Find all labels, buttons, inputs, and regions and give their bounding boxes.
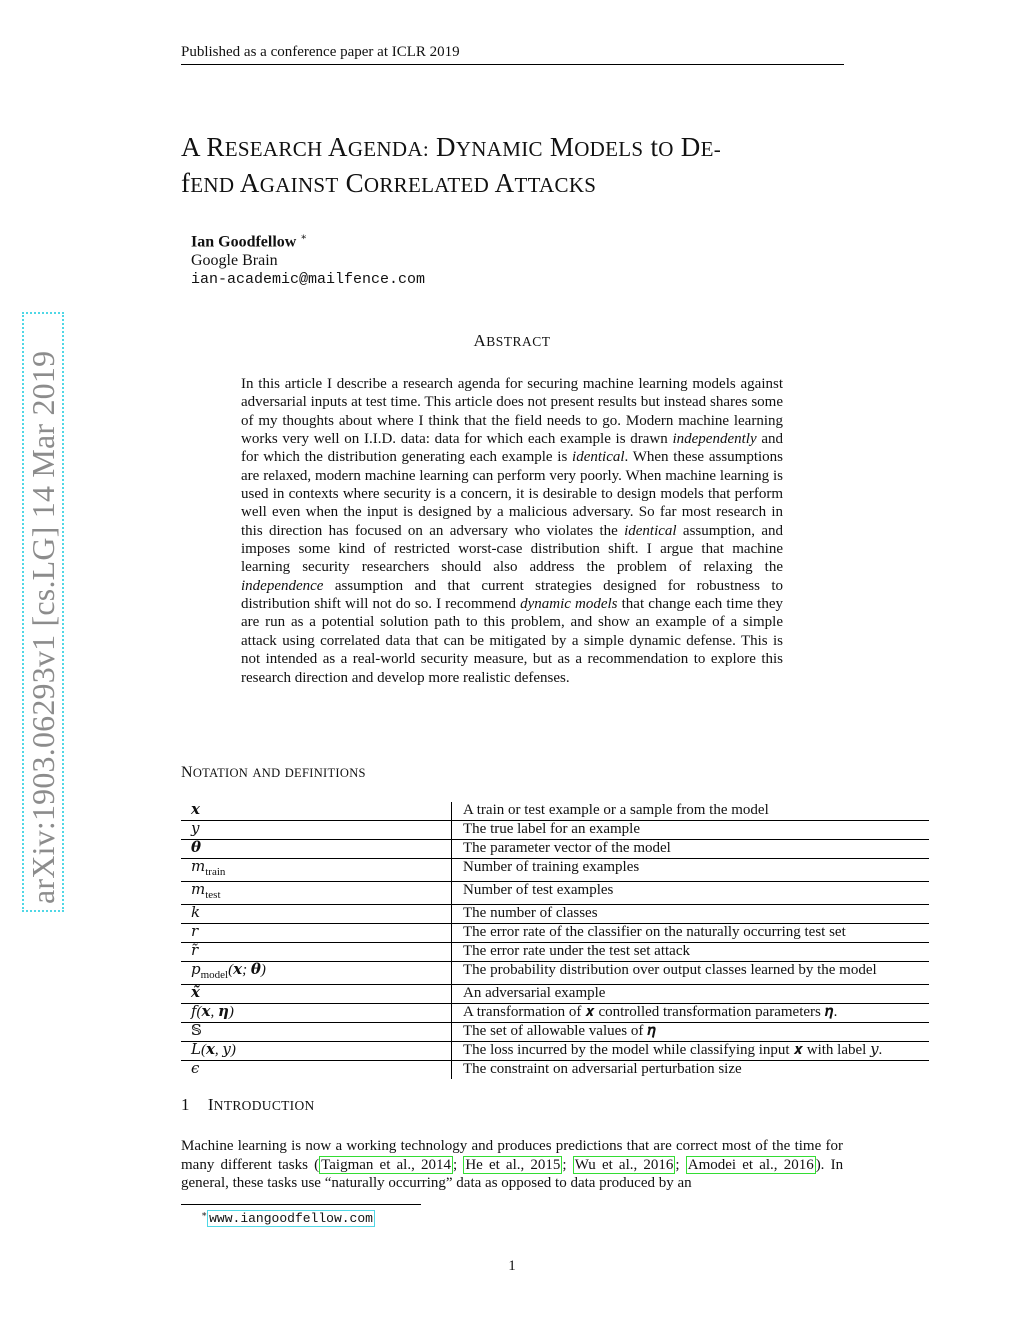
notation-symbol: 𝐿(𝒙, 𝑦) [181,1042,452,1061]
citation-link[interactable]: Taigman et al., 2014 [321,1156,451,1173]
notation-symbol: 𝒙 [181,802,452,821]
table-row [181,1042,929,1061]
introduction-text: Machine learning is now a working technology and produces predictions that are correct most of the time for many different tasks ( Taigman et al., 2014 ; He et al., 2015 ; Wu et al., 2016 ; Amodei et al., 2016 ). In general, these tasks use “naturally occurring” data as opposed to data produced by an [181,1138,844,1191]
table-row [181,1004,929,1023]
footnote-url-link[interactable]: www.iangoodfellow.com [209,1211,373,1227]
running-header: Published as a conference paper at ICLR 2019 [181,44,844,65]
notation-definition: Number of test examples [452,882,930,905]
notation-definition: The error rate under the test set attack [452,943,930,962]
table-row [181,859,929,882]
arxiv-stamp[interactable]: arXiv:1903.06293v1 [cs.LG] 14 Mar 2019 [22,312,64,912]
notation-definition: The true label for an example [452,821,930,840]
footnote-mark: ∗ [201,1209,208,1219]
table-row [181,924,929,943]
title-line-2: fEND AGAINST CORRELATED ATTACKS [181,168,597,198]
notation-symbol: 𝕊 [181,1023,452,1042]
citation-link[interactable]: Amodei et al., 2016 [687,1156,814,1173]
author-block [191,228,425,289]
notation-symbol: 𝑝$_{model}$(𝒙; 𝜽) [181,962,452,985]
table-row [181,882,929,905]
notation-symbol: 𝑚$_{train}$ [181,859,452,882]
author-name: Ian Goodfellow [191,233,297,251]
author-email[interactable]: ian-academic@mailfence.com [191,271,426,289]
author-affiliation: Google Brain [191,252,278,270]
notation-symbol: 𝜖 [181,1061,452,1080]
notation-definition: A transformation of 𝒙 controlled transformation parameters 𝜼. [452,1004,930,1023]
page-number: 1 [508,1258,516,1274]
table-row [181,905,929,924]
citation-link[interactable]: Wu et al., 2016 [574,1156,674,1173]
table-row [181,840,929,859]
table-row [181,985,929,1004]
notation-symbol: 𝑦 [181,821,452,840]
notation-symbol: 𝑘 [181,905,452,924]
section-number: 1 [181,1095,190,1114]
notation-definition: The constraint on adversarial perturbation size [463,1061,742,1077]
footnote [201,1209,375,1226]
notation-definition: The error rate of the classifier on the naturally occurring test set [452,924,930,943]
abstract-text: In this article I describe a research agenda for securing machine learning models against adversarial inputs at test time. This article does not present results but instead shares some of my thoughts about where I think that the field needs to go. Modern machine learning works very well on I.I.D. data: data for which each example is drawn independently and for which the distribution generating each example is identical. When these assumptions are relaxed, modern machine learning can perform very poorly. When machine learning is used in contexts where security is a concern, it is desirable to design models that perform well even when the input is designed by a malicious adversary. So far most research in this direction has focused on an adversary who violates the identical assumption, and imposes some kind of restricted worst-case distribution shift. I argue that machine learning security researchers should also address the problem of relaxing the independence assumption and that current strategies designed for robustness to distribution shift will not do so. I recommend dynamic models that change each time they are run as a potential solution path to this problem, and show an example of a simple attack using correlated data that can be mitigated by a simple dynamic defense. This is not intended as a real-world security measure, but as a recommendation to explore this research direction and develop more realistic defenses. [241,376,783,686]
section-title: INTRODUCTION [207,1095,315,1114]
notation-heading: NOTATION AND DEFINITIONS [181,764,366,781]
notation-symbol: 𝑟̃ [181,943,452,962]
notation-definition: An adversarial example [452,985,930,1004]
section-heading-introduction [181,1095,315,1115]
table-row [181,962,929,985]
table-row [181,821,929,840]
notation-definition: A train or test example or a sample from the model [452,802,930,821]
notation-symbol: 𝑓(𝒙, 𝜼) [181,1004,452,1023]
notation-table [181,802,929,1079]
title-line-1: A RESEARCH AGENDA: DYNAMIC MODELS tO DE- [181,132,722,162]
notation-definition: The loss incurred by the model while classifying input 𝒙 with label 𝑦. [452,1042,930,1061]
notation-symbol: 𝒙̃ [181,985,452,1004]
notation-definition: The set of allowable values of 𝜼 [452,1023,930,1042]
table-row [181,802,929,821]
paper-title [181,130,851,202]
abstract-heading: ABSTRACT [473,331,551,350]
citation-link[interactable]: He et al., 2015 [465,1156,561,1173]
notation-definition: The probability distribution over output classes learned by the model [452,962,930,985]
table-row [181,943,929,962]
notation-symbol: 𝑚$_{test}$ [181,882,452,905]
notation-symbol: 𝑟 [181,924,452,943]
notation-symbol: 𝜽 [181,840,452,859]
table-row [181,1061,929,1080]
footnote-divider [181,1204,421,1205]
notation-definition: The parameter vector of the model [452,840,930,859]
notation-definition: Number of training examples [452,859,930,882]
notation-definition: The number of classes [452,905,930,924]
table-row [181,1023,929,1042]
author-footnote-mark: ∗ [300,232,308,243]
